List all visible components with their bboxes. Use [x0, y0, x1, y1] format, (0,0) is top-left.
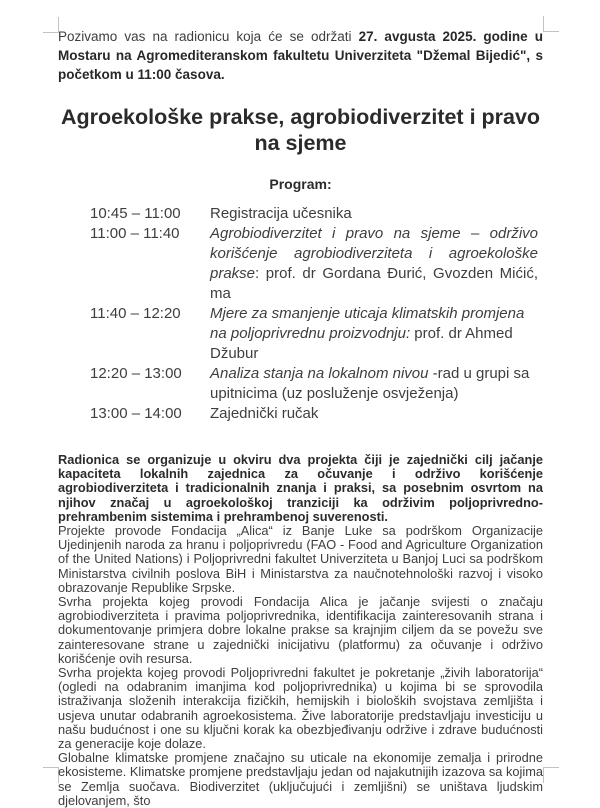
schedule-description: [210, 404, 538, 424]
schedule-detail: -rad u grupi sa upitnicima (uz posluženje osvježenja): [210, 365, 530, 402]
crop-mark-bottom-left-icon: [43, 767, 59, 783]
workshop-title: Agroekološke prakse, agrobiodiverzitet i pravo na sjeme: [60, 105, 541, 155]
schedule-row: [90, 304, 543, 364]
schedule-topic-italic: Agrobiodiverzitet i pravo na sjeme – održivo korišćenje agrobiodiverziteta i agroekološke prakse: [210, 225, 538, 282]
schedule-description: [210, 224, 538, 304]
body-text: [58, 453, 543, 808]
schedule-row: [90, 224, 543, 304]
body-paragraph: Globalne klimatske promjene značajno su uticale na ekonomije zemalja i prirodne ekosisteme. Klimatske promjene predstavljaju jedan od najakutnijih izazova sa kojima se Zemlja suočava. Biodiverzitet (uključujući i zemljišni) se uništava ljudskim djelovanjem, što: [58, 750, 543, 808]
invitation-details-bold: 27. avgusta 2025. godine u Mostaru na Agromediteranskom fakultetu Univerziteta "Džemal Bijedić", s početkom u 11:00 časova.: [58, 29, 543, 82]
schedule-detail: : prof. dr Gordana Đurić, Gvozden Mićić, ma: [210, 265, 538, 302]
crop-mark-bottom-right-icon: [543, 767, 559, 783]
document-page: [58, 27, 543, 808]
schedule-description: [210, 204, 538, 224]
body-paragraph: Svrha projekta kojeg provodi Poljoprivredni fakultet je pokretanje „živih laboratorija“ (ogledi na odabranim imanjima kod poljoprivrednika) u kojima bi se sprovodila istraživanja složenih interakcija fizičkih, hemijskih i bioloških svojstava zemljišta i usjeva unutar odabranih agroekosistema. Žive laboratorije predstavljaju investiciju u našu budućnost i one su ključni korak ka obezbjeđivanju održive i zdrave budućnosti za generacije koje dolaze.: [58, 665, 543, 752]
invitation-text: Pozivamo vas na radionicu koja će se održati: [58, 29, 359, 44]
body-paragraph: Projekte provode Fondacija „Alica“ iz Banje Luke sa podrškom Organizacije Ujedinjenih naroda za hranu i poljoprivredu (FAO - Food and Agriculture Organization of the United Nations) i Poljoprivredni fakultet Univerziteta u Banjoj Luci sa podrškom Ministarstva civilnih poslova BiH i Ministarstva za naučnotehnološki razvoj i visoko obrazovanje Republike Srpske.: [58, 523, 543, 595]
schedule-row: [90, 204, 543, 224]
schedule-time: 12:20 – 13:00: [90, 365, 182, 382]
schedule-topic-italic: Mjere za smanjenje uticaja klimatskih promjena na poljoprivrednu proizvodnju:: [210, 305, 525, 342]
schedule-time: 11:40 – 12:20: [90, 305, 181, 322]
program-heading: Program:: [269, 176, 332, 192]
schedule-time: 11:00 – 11:40: [90, 225, 180, 242]
crop-mark-top-left-icon: [43, 17, 59, 33]
schedule-detail: prof. dr Ahmed Džubur: [210, 325, 513, 362]
schedule-description: [210, 364, 538, 404]
schedule-description: [210, 304, 538, 364]
body-paragraph: Svrha projekta kojeg provodi Fondacija Alica je jačanje svijesti o značaju agrobiodiverziteta i pravima poljoprivrednika, identifikacija zainteresovanih strana i dokumentovanje primjera dobre lokalne prakse sa krajnjim ciljem da se povežu sve zainteresovane strane u zajednički inicijativu (platformu) za očuvanje i održivo korišćenje ovih resursa.: [58, 594, 543, 666]
schedule-time: 10:45 – 11:00: [90, 205, 181, 222]
body-paragraph: Radionica se organizuje u okviru dva projekta čiji je zajednički cilj jačanje kapaciteta lokalnih zajednica za očuvanje i održivo korišćenje agrobiodiverziteta i tradicionalnih znanja i praksi, sa posebnim osvrtom na njihov značaj u agroekološkoj tranziciji ka održivim poljoprivredno-prehrambenim sistemima i prehrambenoj suverenosti.: [58, 452, 543, 524]
schedule-time: 13:00 – 14:00: [90, 405, 182, 422]
schedule-detail: Zajednički ručak: [210, 405, 319, 422]
schedule-row: [90, 364, 543, 404]
schedule-list: [90, 204, 543, 424]
schedule-topic-italic: Analiza stanja na lokalnom nivou: [210, 365, 429, 382]
crop-mark-top-right-icon: [543, 16, 559, 32]
schedule-row: [90, 404, 543, 424]
invitation-paragraph: [58, 27, 543, 84]
schedule-detail: Registracija učesnika: [210, 205, 352, 222]
